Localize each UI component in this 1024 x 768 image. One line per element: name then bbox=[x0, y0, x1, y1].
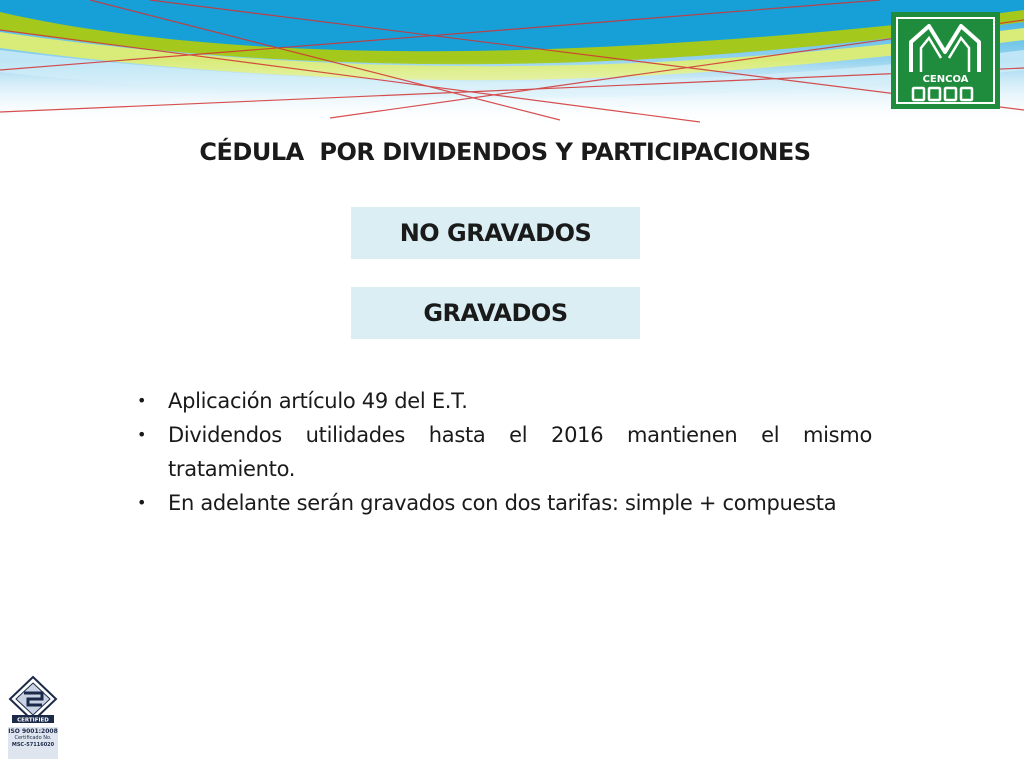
bullet-icon: • bbox=[137, 493, 147, 512]
cencoa-logo bbox=[891, 12, 1000, 109]
iso-cert-number: MSC-57116020 bbox=[11, 742, 55, 748]
certified-label: CERTIFIED bbox=[17, 717, 49, 724]
bullet-icon: • bbox=[137, 391, 147, 410]
iso-standard: ISO 9001:2008 bbox=[8, 728, 58, 735]
logo-text: CENCOA bbox=[922, 74, 969, 85]
bullet-text: Dividendos utilidades hasta el 2016 mantienen el mismo tratamiento. bbox=[168, 423, 872, 481]
bullet-icon: • bbox=[137, 425, 147, 444]
bullet-text: En adelante serán gravados con dos tarifas: simple + compuesta bbox=[168, 491, 837, 515]
bullet-item bbox=[135, 384, 872, 418]
bullet-item bbox=[135, 418, 872, 486]
iso-text bbox=[6, 728, 60, 749]
no-gravados-box: NO GRAVADOS bbox=[351, 207, 640, 259]
bullet-list bbox=[135, 384, 872, 520]
iso-cert-label: Certificado No. bbox=[14, 735, 52, 741]
gravados-box: GRAVADOS bbox=[351, 287, 640, 339]
bullet-item bbox=[135, 486, 872, 520]
bullet-text: Aplicación artículo 49 del E.T. bbox=[168, 389, 468, 413]
header-banner bbox=[0, 0, 1024, 125]
slide-title: CÉDULA POR DIVIDENDOS Y PARTICIPACIONES bbox=[199, 138, 811, 166]
